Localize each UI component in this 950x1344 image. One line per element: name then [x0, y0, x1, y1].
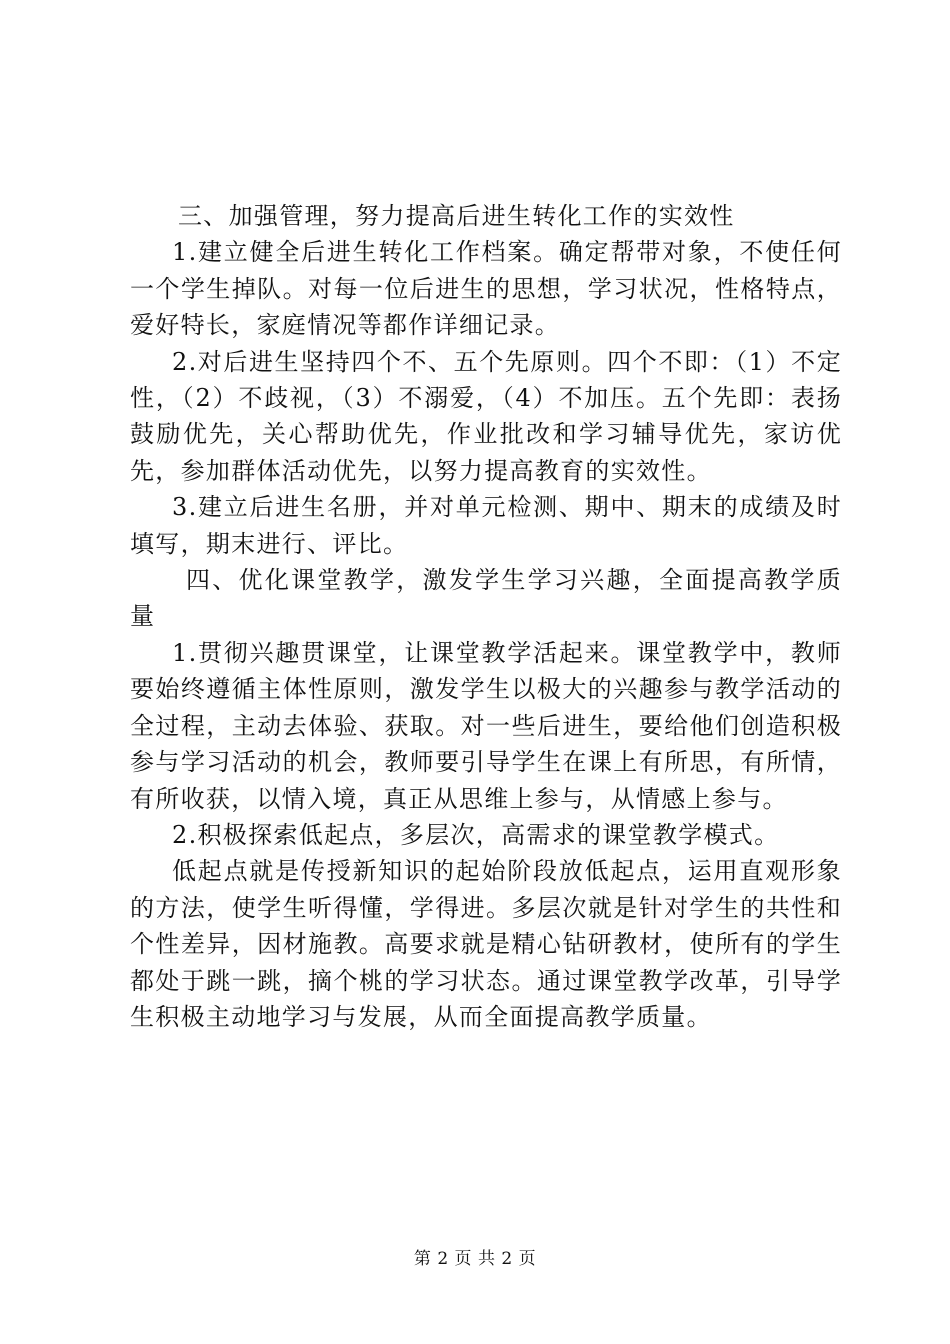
- document-body: [130, 198, 842, 1035]
- section-heading-3: 三、加强管理，努力提高后进生转化工作的实效性: [178, 202, 735, 230]
- paragraph-explanation: 低起点就是传授新知识的起始阶段放低起点，运用直观形象的方法，使学生听得懂，学得进。多层次就是针对学生的共性和个性差异，因材施教。高要求就是精心钻研教材，使所有的学生都处于跳一跳，摘个桃的学习状态。通过课堂教学改革，引导学生积极主动地学习与发展，从而全面提高教学质量。: [130, 857, 842, 1031]
- paragraph-item-4-2: 2.积极探索低起点，多层次，高需求的课堂教学模式。: [172, 820, 780, 849]
- page-footer: 第 2 页 共 2 页: [413, 1249, 537, 1269]
- paragraph-item-2: 2.对后进生坚持四个不、五个先原则。四个不即：（1）不定性，（2）不歧视，（3）不溺爱，（4）不加压。五个先即：表扬鼓励优先，关心帮助优先，作业批改和学习辅导优先，家访优先，参加群体活动优先，以努力提高教育的实效性。: [130, 347, 842, 485]
- paragraph-item-1: 1.建立健全后进生转化工作档案。确定帮带对象，不使任何一个学生掉队。对每一位后进生的思想，学习状况，性格特点，爱好特长，家庭情况等都作详细记录。: [130, 238, 842, 340]
- paragraph-item-3: 3.建立后进生名册，并对单元检测、期中、期末的成绩及时填写，期末进行、评比。: [130, 493, 842, 558]
- section-heading-4: 四、优化课堂教学，激发学生学习兴趣，全面提高教学质量: [130, 566, 842, 631]
- paragraph-item-4-1: 1.贯彻兴趣贯课堂，让课堂教学活起来。课堂教学中，教师要始终遵循主体性原则，激发学生以极大的兴趣参与教学活动的全过程，主动去体验、获取。对一些后进生，要给他们创造积极参与学习活动的机会，教师要引导学生在课上有所思，有所情，有所收获，以情入境，真正从思维上参与，从情感上参与。: [130, 638, 842, 813]
